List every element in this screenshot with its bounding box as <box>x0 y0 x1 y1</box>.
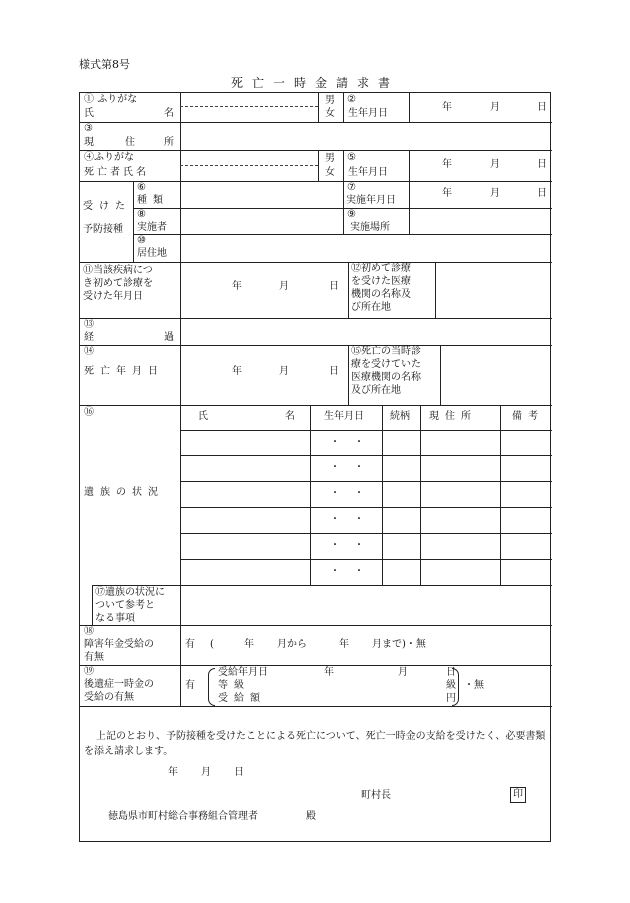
col-divider <box>318 93 319 122</box>
col-divider <box>440 345 441 405</box>
date-num: ⑦ <box>347 182 356 193</box>
amount-unit: 円 <box>446 693 456 704</box>
disability-num: ⑱ <box>84 626 94 637</box>
row-divider <box>80 405 552 406</box>
col-divider <box>180 585 181 625</box>
col-divider <box>180 625 181 665</box>
grade-unit: 級 <box>446 680 456 691</box>
year-label: 年 <box>168 767 178 778</box>
col-divider <box>310 405 311 585</box>
received-date-label: 受給年月日 <box>218 667 268 678</box>
month-from-label: 月から <box>277 639 307 650</box>
claimant-name-label-2: 名 <box>164 108 174 119</box>
reference-label-3: なる事項 <box>95 613 135 624</box>
col-name-1: 氏 <box>198 411 208 422</box>
dob-dot: ・ <box>330 488 340 499</box>
kind-label: 種類 <box>137 195 169 206</box>
sequelae-have: 有 <box>185 680 195 691</box>
dob-label: 生年月日 <box>348 108 388 119</box>
place-num: ⑨ <box>347 209 356 220</box>
year-label: 年 <box>324 667 334 678</box>
sequelae-none: ・無 <box>464 680 484 691</box>
month-label: 月 <box>279 366 289 377</box>
first-exam-label-2: き初めて診療を <box>83 278 153 289</box>
dob-dot: ・ <box>330 462 340 473</box>
month-label: 月 <box>201 767 211 778</box>
address-label-3: 所 <box>164 137 174 148</box>
claimant-name-label-1: 氏 <box>84 108 94 119</box>
family-num: ⑯ <box>84 407 94 418</box>
col-name-2: 名 <box>285 411 295 422</box>
dob-dot: ・ <box>330 566 340 577</box>
col-dob: 生年月日 <box>324 411 364 422</box>
sex-female: 女 <box>325 108 335 119</box>
col-divider <box>409 150 410 181</box>
col-divider <box>343 150 344 181</box>
col-divider <box>133 181 134 262</box>
row-divider <box>180 481 552 482</box>
col-divider <box>343 181 344 234</box>
vaccination-group-label-1: 受けた <box>83 201 131 212</box>
first-institution-label-1: ⑫初めて診療 <box>351 263 411 274</box>
row-divider <box>80 318 552 319</box>
course-label-2: 過 <box>164 332 174 343</box>
col-divider <box>180 93 181 262</box>
sex-female: 女 <box>325 167 335 178</box>
year-label: 年 <box>442 188 452 199</box>
col-divider <box>180 318 181 345</box>
day-label: 日 <box>446 667 456 678</box>
first-institution-label-2: を受けた医療 <box>351 276 411 287</box>
day-label: 日 <box>537 188 547 199</box>
year-label: 年 <box>232 281 242 292</box>
month-label: 月 <box>398 667 408 678</box>
row-divider <box>180 559 552 560</box>
month-label: 月 <box>490 188 500 199</box>
death-institution-label-2: 療を受けていた <box>351 359 421 370</box>
row-divider <box>180 507 552 508</box>
first-institution-label-3: 機関の名称及 <box>351 289 411 300</box>
dob-dot: ・ <box>354 437 364 448</box>
day-label: 日 <box>537 102 547 113</box>
day-label: 日 <box>234 767 244 778</box>
family-label: 遺族の状況 <box>84 487 164 498</box>
row-divider <box>180 455 552 456</box>
row-divider <box>133 234 552 235</box>
col-divider <box>180 345 181 405</box>
honorific-label: 殿 <box>306 811 316 822</box>
dob-dot: ・ <box>330 437 340 448</box>
col-divider <box>409 93 410 122</box>
addressee-label: 徳島県市町村総合事務組合管理者 <box>108 811 258 822</box>
death-institution-label-1: ⑮死亡の当時診 <box>351 346 421 357</box>
year-label: 年 <box>232 366 242 377</box>
furigana-separator <box>180 165 318 166</box>
date-label: 実施年月日 <box>346 195 396 206</box>
death-date-label: 死亡年月日 <box>84 366 164 377</box>
death-institution-label-4: 及び所在地 <box>351 385 401 396</box>
row-divider <box>92 585 552 586</box>
day-label: 日 <box>329 281 339 292</box>
provider-label: 実施者 <box>137 222 167 233</box>
col-divider <box>318 150 319 181</box>
month-to-label: 月まで)・無 <box>372 639 426 650</box>
disability-label-2: 有無 <box>84 652 104 663</box>
month-label: 月 <box>490 102 500 113</box>
left-bracket <box>208 668 215 706</box>
dob-dot: ・ <box>354 488 364 499</box>
year-label: 年 <box>244 639 254 650</box>
row-divider <box>80 181 552 182</box>
col-divider <box>92 585 93 625</box>
disability-have: 有 <box>185 639 195 650</box>
death-institution-label-3: 医療機関の名称 <box>351 372 421 383</box>
dob-num: ⑤ <box>347 152 356 163</box>
claimant-furigana-label: ① ふりがな <box>84 94 138 105</box>
row-divider <box>80 122 552 123</box>
dob-dot: ・ <box>330 540 340 551</box>
year-label: 年 <box>442 159 452 170</box>
col-divider <box>500 405 501 585</box>
col-divider <box>348 262 349 318</box>
row-divider <box>180 430 552 431</box>
day-label: 日 <box>329 366 339 377</box>
sex-male: 男 <box>325 95 335 106</box>
declaration-text: 上記のとおり、予防接種を受けたことによる死亡について、死亡一時金の支給を受けたく、必要書類を添え請求します。 <box>84 731 546 757</box>
col-divider <box>180 665 181 706</box>
first-exam-label-1: ⑪当該疾病につ <box>83 265 153 276</box>
document-title: 死亡一時金請求書 <box>230 76 399 90</box>
place-label: 実施場所 <box>350 222 390 233</box>
col-divider <box>435 262 436 318</box>
row-divider <box>80 150 552 151</box>
amount-label: 受給額 <box>218 693 266 704</box>
row-divider <box>80 706 552 707</box>
dob-dot: ・ <box>354 566 364 577</box>
sequelae-label-2: 受給の有無 <box>84 692 134 703</box>
row-divider <box>80 665 552 666</box>
dob-dot: ・ <box>354 514 364 525</box>
year-label: 年 <box>339 639 349 650</box>
month-label: 月 <box>279 281 289 292</box>
col-relation: 続柄 <box>390 411 410 422</box>
dob-dot: ・ <box>354 462 364 473</box>
open-paren: ( <box>210 639 214 650</box>
sequelae-num: ⑲ <box>84 666 94 677</box>
col-divider <box>343 93 344 122</box>
col-divider <box>348 345 349 405</box>
sequelae-label-1: 後遺症一時金の <box>84 679 154 690</box>
row-divider <box>180 533 552 534</box>
year-label: 年 <box>442 102 452 113</box>
disability-label-1: 障害年金受給の <box>84 639 154 650</box>
dob-dot: ・ <box>330 514 340 525</box>
row-divider <box>80 625 552 626</box>
dob-num: ② <box>347 94 356 105</box>
death-num: ⑭ <box>84 346 94 357</box>
residence-label: 居住地 <box>137 248 167 259</box>
col-divider <box>180 405 181 585</box>
dob-dot: ・ <box>354 540 364 551</box>
reference-label-1: ⑰遺族の状況に <box>95 587 165 598</box>
dob-label: 生年月日 <box>348 167 388 178</box>
residence-num: ⑩ <box>137 235 146 246</box>
col-divider <box>382 405 383 585</box>
course-num: ⑬ <box>84 319 94 330</box>
first-exam-label-3: 受けた年月日 <box>83 291 143 302</box>
month-label: 月 <box>490 159 500 170</box>
col-address: 現住所 <box>429 411 477 422</box>
deceased-name-label: 死亡者氏名 <box>84 167 149 178</box>
provider-num: ⑧ <box>137 209 146 220</box>
address-label-1: 現 <box>84 137 94 148</box>
seal-mark: 印 <box>510 787 526 803</box>
form-number: 様式第8号 <box>79 58 130 71</box>
day-label: 日 <box>537 159 547 170</box>
col-note: 備考 <box>512 411 544 422</box>
first-institution-label-4: び所在地 <box>351 302 391 313</box>
vaccination-group-label-2: 予防接種 <box>83 224 123 235</box>
col-divider <box>180 262 181 318</box>
address-label-2: 住 <box>125 137 135 148</box>
course-label-1: 経 <box>84 332 94 343</box>
address-num: ③ <box>84 123 93 134</box>
col-divider <box>420 405 421 585</box>
mayor-label: 町村長 <box>361 790 391 801</box>
furigana-separator <box>180 106 318 107</box>
deceased-furigana-label: ④ふりがな <box>84 152 134 163</box>
col-divider <box>409 181 410 234</box>
row-divider <box>80 345 552 346</box>
sex-male: 男 <box>325 153 335 164</box>
reference-label-2: ついて参考と <box>95 600 155 611</box>
row-divider <box>80 262 552 263</box>
claim-form-table <box>79 92 551 842</box>
kind-num: ⑥ <box>137 182 146 193</box>
grade-label: 等級 <box>218 680 250 691</box>
